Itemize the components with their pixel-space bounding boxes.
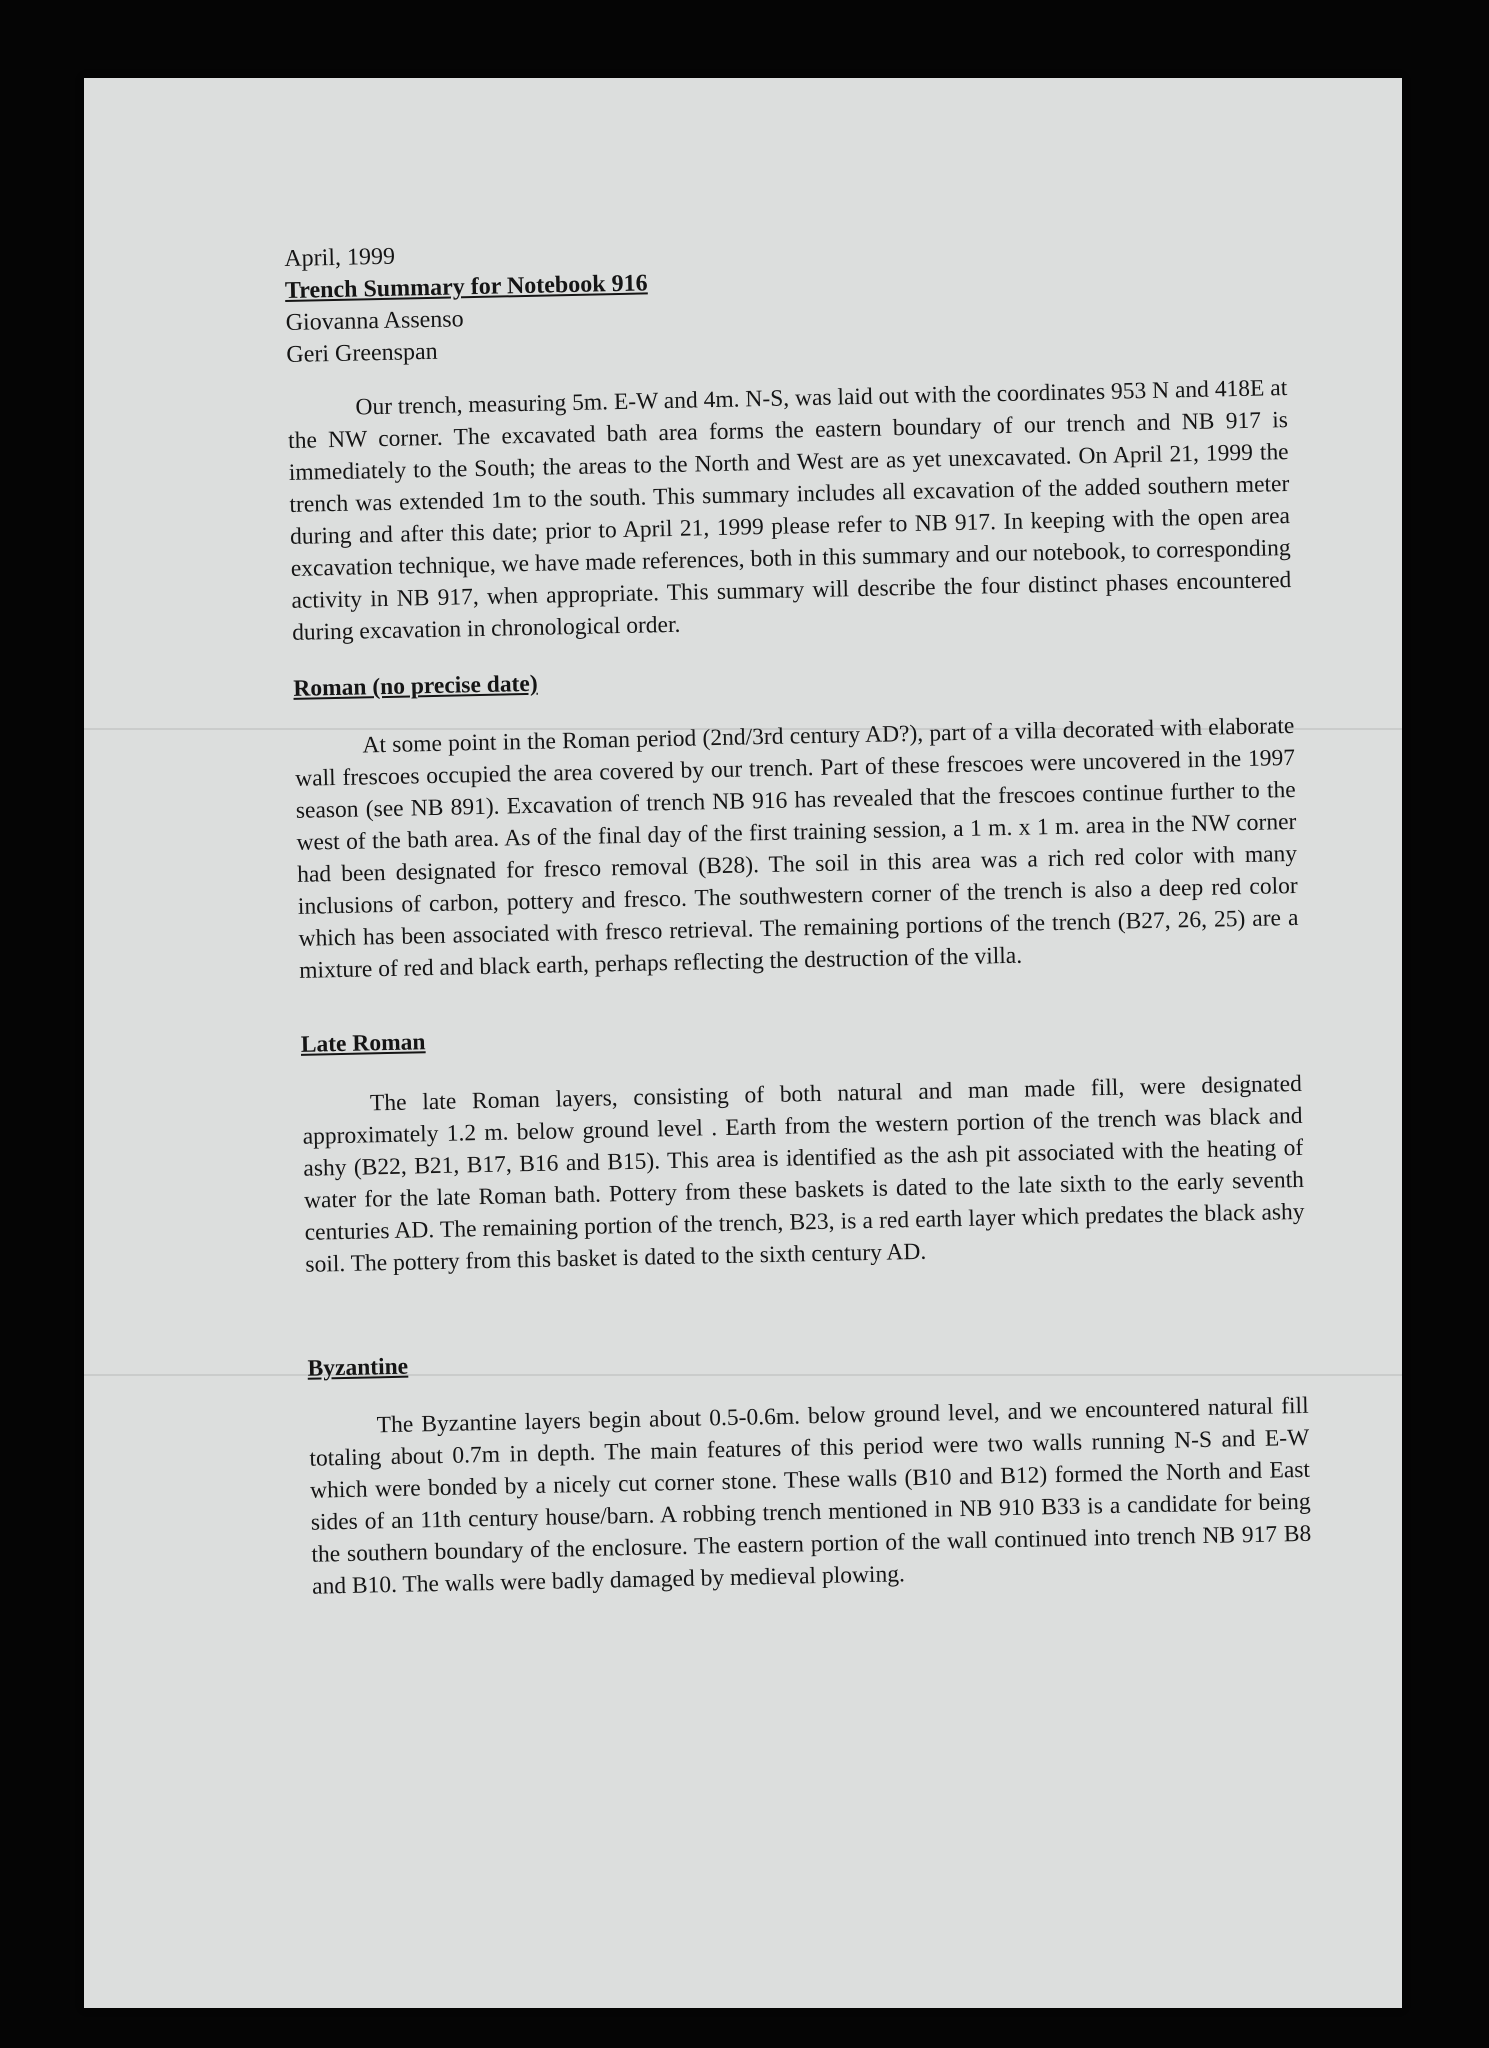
section-heading-byzantine: Byzantine bbox=[307, 1353, 409, 1382]
intro-paragraph: Our trench, measuring 5m. E-W and 4m. N-S, was laid out with the coordinates 953 N and 418E at the NW corner. The excavated bath area forms the eastern boundary of our trench and NB 917 is immediately to the South; the areas to the North and West are as yet unexcavated. On April 21, 1999 the trench was extended 1m to the south. This summary includes all excavation of the added southern meter during and after this date; prior to April 21, 1999 please refer to NB 917. In keeping with the open area excavation technique, we have made references, both in this summary and our notebook, to corresponding activity in NB 917, when appropriate. This summary will describe the four distinct phases encountered during excavation in chronological order. bbox=[287, 375, 1292, 646]
author-1: Giovanna Assenso bbox=[285, 306, 464, 336]
section-text-byzantine: The Byzantine layers begin about 0.5-0.6m. below ground level, and we encountered natural fill totaling about 0.7m in depth. The main features of this period were two walls running N-S and E-W which were bonded by a nicely cut corner stone. These walls (B10 and B12) formed the North and East sides of an 11th century house/barn. A robbing trench mentioned in NB 910 B33 is a candidate for being the southern boundary of the enclosure. The eastern portion of the wall continued into trench NB 917 B8 and B10. The walls were badly damaged by medieval plowing. bbox=[309, 1392, 1312, 1600]
document-date: April, 1999 bbox=[284, 243, 396, 272]
section-heading-late-roman: Late Roman bbox=[300, 1029, 426, 1058]
document-title: Trench Summary for Notebook 916 bbox=[284, 270, 648, 304]
document-body bbox=[284, 222, 1312, 1603]
section-heading-roman: Roman (no precise date) bbox=[293, 670, 538, 702]
section-text-roman: At some point in the Roman period (2nd/3rd century AD?), part of a villa decorated with elaborate wall frescoes occupied the area covered by our trench. Part of these frescoes were uncovered in the 1997 season (see NB 891). Excavation of trench NB 916 has revealed that the frescoes continue further to the west of the bath area. As of the final day of the first training session, a 1 m. x 1 m. area in the NW corner had been designated for fresco removal (B28). The soil in this area was a rich red color with many inclusions of carbon, pottery and fresco. The southwestern corner of the trench is also a deep red color which has been associated with fresco retrieval. The remaining portions of the trench (B27, 26, 25) are a mixture of red and black earth, perhaps reflecting the destruction of the villa. bbox=[294, 712, 1299, 984]
paper-sheet bbox=[84, 78, 1402, 2008]
section-text-late-roman: The late Roman layers, consisting of both natural and man made fill, were designated approximately 1.2 m. below ground level . Earth from the western portion of the trench was black and ashy (B22, B21, B17, B16 and B15). This area is identified as the ash pit associated with the heating of water for the late Roman bath. Pottery from these baskets is dated to the late sixth to the early seventh centuries AD. The remaining portion of the trench, B23, is a red earth layer which predates the black ashy soil. The pottery from this basket is dated to the sixth century AD. bbox=[302, 1070, 1305, 1278]
author-2: Geri Greenspan bbox=[286, 338, 438, 368]
